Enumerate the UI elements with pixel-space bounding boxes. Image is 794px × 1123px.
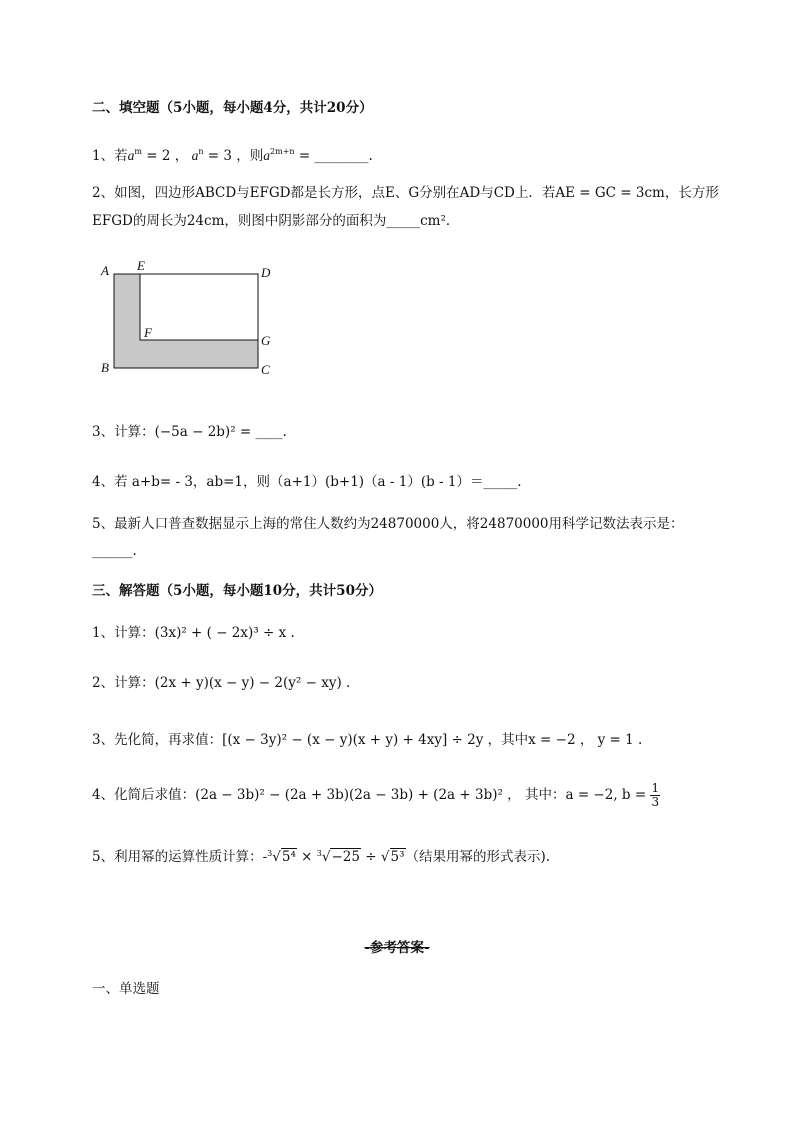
question-number: 4、: [92, 787, 115, 803]
condition-2-exponent: n: [198, 147, 204, 156]
fill-question-4: [92, 473, 522, 491]
label-c: C: [261, 362, 270, 377]
question-suffix: （结果用幂的形式表示).: [405, 849, 551, 865]
fill-question-1: [92, 143, 373, 165]
question-number: 2、: [92, 185, 115, 201]
label-e: E: [137, 258, 145, 273]
solve-question-2: [92, 674, 350, 692]
label-f: F: [144, 325, 152, 340]
fraction-one-third: [650, 782, 660, 809]
times-sign: ×: [296, 849, 317, 865]
question-text: 计算：(2x + y)(x − y) − 2(y² − xy) .: [114, 675, 351, 691]
fill-question-5-line-1: [92, 515, 684, 533]
label-a: A: [101, 263, 109, 278]
section-2-heading: 二、填空题（5小题，每小题4分，共计20分）: [92, 100, 373, 116]
question-text: 如图，四边形ABCD与EFGD都是长方形，点E、G分别在AD与CD上．若AE = GC = 3cm，长方形: [114, 185, 719, 201]
solve-question-1: [92, 624, 295, 642]
answer-blank: = ________.: [294, 148, 373, 164]
expression-base: a: [263, 148, 271, 163]
fill-question-2-line-2: [92, 212, 459, 230]
expression-exponent: 2m+n: [270, 147, 295, 156]
answer-key-title: [0, 936, 794, 956]
rectangle-efgd: [140, 274, 258, 340]
question-prefix: 利用幂的运算性质计算：-: [114, 849, 268, 865]
label-g: G: [261, 333, 271, 348]
question-number: 5、: [92, 516, 115, 532]
question-number: 3、: [92, 424, 115, 440]
radicand-2: −25: [331, 849, 360, 865]
answer-key-title-text: -参考答案-: [364, 940, 430, 956]
question-text: EFGD的周长为24cm，则图中阴影部分的面积为_____cm²．: [92, 213, 460, 229]
radicand-3: 5³: [390, 849, 405, 865]
condition-1-rest: = 2 ，: [141, 148, 189, 164]
condition-1-base: a: [127, 148, 135, 163]
root-index-1: 3: [267, 849, 273, 858]
label-b: B: [101, 360, 109, 375]
question-text: 若 a+b= - 3，ab=1，则（a+1）(b+1)（a - 1）(b - 1）＝_____.: [114, 474, 522, 490]
fraction-denominator: 3: [651, 795, 660, 809]
root-index-2: 3: [316, 849, 322, 858]
section-3-heading: 三、解答题（5小题，每小题10分，共计50分）: [92, 583, 382, 599]
fill-question-5-line-2: [92, 542, 137, 560]
question-number: 3、: [92, 732, 115, 748]
answer-blank: ______.: [92, 543, 137, 559]
question-number: 1、: [92, 148, 115, 164]
question-number: 4、: [92, 474, 115, 490]
question-number: 2、: [92, 675, 115, 691]
question-text: 最新人口普查数据显示上海的常住人数约为24870000人，将24870000用科学记数法表示是：: [114, 516, 684, 532]
question-number: 5、: [92, 849, 115, 865]
question-number: 1、: [92, 625, 115, 641]
question-prefix: 若: [114, 148, 128, 164]
solve-question-3: [92, 731, 642, 749]
solve-question-5: 5、利用幂的运算性质计算：-$^3$√5⁴ × $^3$√−25 ÷ √5³（结果用幂的形式表示).: [92, 849, 551, 865]
divide-sign: ÷: [360, 849, 381, 865]
question-text: 先化简，再求值：[(x − 3y)² − (x − y)(x + y) + 4xy] ÷ 2y ，其中x = −2 ， y = 1 .: [114, 732, 643, 748]
question-text: 计算：(3x)² + ( − 2x)³ ÷ x .: [114, 625, 295, 641]
fill-question-2-line-1: [92, 184, 719, 202]
question-text: 计算：(−5a − 2b)² = ____.: [114, 424, 287, 440]
rectangle-figure: [96, 256, 286, 380]
condition-1-exponent: m: [134, 147, 142, 156]
radicand-1: 5⁴: [281, 849, 296, 865]
condition-2-rest: = 3 ，则: [203, 148, 264, 164]
fill-question-3: [92, 423, 287, 441]
answer-section-1-heading: 一、单选题: [92, 981, 160, 997]
label-d: D: [261, 265, 271, 280]
condition-2-base: a: [188, 148, 199, 163]
solve-question-4: [92, 782, 660, 809]
fraction-numerator: 1: [651, 781, 660, 795]
question-text: 化简后求值：(2a − 3b)² − (2a + 3b)(2a − 3b) + (2a + 3b)² ， 其中：a = −2, b =: [114, 787, 651, 803]
